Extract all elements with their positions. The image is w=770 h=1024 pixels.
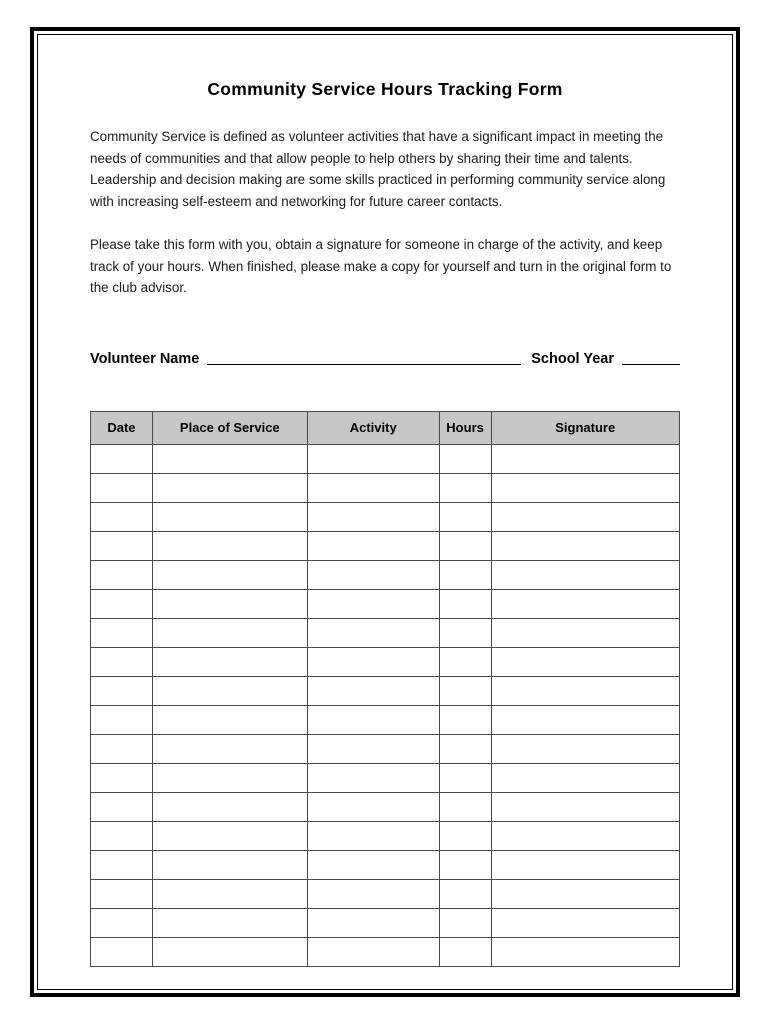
table-header-row: [91, 411, 680, 444]
cell-signature[interactable]: [491, 589, 680, 618]
cell-date[interactable]: [91, 705, 153, 734]
cell-signature[interactable]: [491, 908, 680, 937]
cell-place-of-service[interactable]: [152, 560, 307, 589]
table-row: [91, 560, 680, 589]
table-row: [91, 676, 680, 705]
cell-activity[interactable]: [307, 850, 439, 879]
cell-signature[interactable]: [491, 879, 680, 908]
cell-place-of-service[interactable]: [152, 879, 307, 908]
cell-place-of-service[interactable]: [152, 937, 307, 966]
cell-date[interactable]: [91, 792, 153, 821]
cell-place-of-service[interactable]: [152, 444, 307, 473]
cell-signature[interactable]: [491, 792, 680, 821]
cell-date[interactable]: [91, 821, 153, 850]
cell-date[interactable]: [91, 647, 153, 676]
cell-signature[interactable]: [491, 763, 680, 792]
table-row: [91, 502, 680, 531]
table-row: [91, 937, 680, 966]
cell-hours[interactable]: [439, 676, 491, 705]
cell-hours[interactable]: [439, 763, 491, 792]
cell-activity[interactable]: [307, 763, 439, 792]
cell-place-of-service[interactable]: [152, 473, 307, 502]
cell-date[interactable]: [91, 734, 153, 763]
cell-activity[interactable]: [307, 531, 439, 560]
cell-hours[interactable]: [439, 705, 491, 734]
cell-signature[interactable]: [491, 473, 680, 502]
cell-hours[interactable]: [439, 618, 491, 647]
cell-hours[interactable]: [439, 444, 491, 473]
table-row: [91, 879, 680, 908]
cell-signature[interactable]: [491, 705, 680, 734]
table-row: [91, 763, 680, 792]
cell-hours[interactable]: [439, 647, 491, 676]
table-row: [91, 647, 680, 676]
cell-place-of-service[interactable]: [152, 908, 307, 937]
cell-date[interactable]: [91, 502, 153, 531]
cell-activity[interactable]: [307, 647, 439, 676]
table-row: [91, 792, 680, 821]
school-year-fill-line[interactable]: [622, 349, 680, 365]
cell-hours[interactable]: [439, 850, 491, 879]
table-row: [91, 531, 680, 560]
table-row: [91, 850, 680, 879]
instructions-paragraph: Please take this form with you, obtain a signature for someone in charge of the activity, and keep track of your hours. When finished, please make a copy for yourself and turn in the original form to the club advisor.: [90, 236, 672, 296]
cell-place-of-service[interactable]: [152, 705, 307, 734]
table-row: [91, 473, 680, 502]
table-row: [91, 589, 680, 618]
cell-signature[interactable]: [491, 618, 680, 647]
cell-activity[interactable]: [307, 589, 439, 618]
cell-signature[interactable]: [491, 734, 680, 763]
cell-activity[interactable]: [307, 937, 439, 966]
cell-date[interactable]: [91, 676, 153, 705]
cell-activity[interactable]: [307, 676, 439, 705]
cell-place-of-service[interactable]: [152, 647, 307, 676]
cell-date[interactable]: [91, 850, 153, 879]
page-content: [38, 35, 732, 967]
page-title: Community Service Hours Tracking Form: [207, 79, 563, 99]
cell-hours[interactable]: [439, 821, 491, 850]
table-row: [91, 705, 680, 734]
cell-activity[interactable]: [307, 734, 439, 763]
table-row: [91, 444, 680, 473]
cell-place-of-service[interactable]: [152, 531, 307, 560]
table-row: [91, 618, 680, 647]
cell-place-of-service[interactable]: [152, 676, 307, 705]
cell-date[interactable]: [91, 531, 153, 560]
school-year-label: School Year: [531, 350, 614, 367]
cell-place-of-service[interactable]: [152, 763, 307, 792]
cell-hours[interactable]: [439, 734, 491, 763]
definition-paragraph: Community Service is defined as volunteer activities that have a significant impact in meeting the needs of communities and that allow people to help others by sharing their time and talents. Leadership and decision making are some skills practiced in performing community service along with increasing self-esteem and networking for future career contacts.: [90, 129, 666, 210]
cell-activity[interactable]: [307, 705, 439, 734]
cell-date[interactable]: [91, 908, 153, 937]
cell-hours[interactable]: [439, 502, 491, 531]
cell-activity[interactable]: [307, 792, 439, 821]
page-inner-border: [37, 34, 733, 990]
cell-activity[interactable]: [307, 908, 439, 937]
cell-activity[interactable]: [307, 879, 439, 908]
cell-date[interactable]: [91, 444, 153, 473]
cell-hours[interactable]: [439, 908, 491, 937]
cell-place-of-service[interactable]: [152, 589, 307, 618]
service-hours-table: [90, 411, 680, 967]
cell-hours[interactable]: [439, 589, 491, 618]
cell-signature[interactable]: [491, 850, 680, 879]
page-outer-border: [30, 27, 740, 997]
header-date: Date: [91, 411, 153, 444]
cell-place-of-service[interactable]: [152, 792, 307, 821]
header-hours: Hours: [439, 411, 491, 444]
cell-activity[interactable]: [307, 618, 439, 647]
cell-hours[interactable]: [439, 879, 491, 908]
table-row: [91, 821, 680, 850]
cell-date[interactable]: [91, 763, 153, 792]
cell-signature[interactable]: [491, 502, 680, 531]
name-year-row: [90, 349, 680, 367]
header-place-of-service: Place of Service: [152, 411, 307, 444]
cell-place-of-service[interactable]: [152, 502, 307, 531]
cell-activity[interactable]: [307, 444, 439, 473]
cell-place-of-service[interactable]: [152, 821, 307, 850]
cell-date[interactable]: [91, 879, 153, 908]
header-activity: Activity: [307, 411, 439, 444]
cell-place-of-service[interactable]: [152, 850, 307, 879]
cell-date[interactable]: [91, 560, 153, 589]
cell-signature[interactable]: [491, 821, 680, 850]
cell-hours[interactable]: [439, 937, 491, 966]
cell-date[interactable]: [91, 618, 153, 647]
cell-place-of-service[interactable]: [152, 734, 307, 763]
cell-activity[interactable]: [307, 502, 439, 531]
cell-signature[interactable]: [491, 444, 680, 473]
cell-signature[interactable]: [491, 647, 680, 676]
cell-place-of-service[interactable]: [152, 618, 307, 647]
cell-activity[interactable]: [307, 560, 439, 589]
cell-signature[interactable]: [491, 560, 680, 589]
cell-date[interactable]: [91, 473, 153, 502]
cell-date[interactable]: [91, 589, 153, 618]
cell-date[interactable]: [91, 937, 153, 966]
cell-hours[interactable]: [439, 531, 491, 560]
header-signature: Signature: [491, 411, 680, 444]
cell-signature[interactable]: [491, 676, 680, 705]
cell-signature[interactable]: [491, 937, 680, 966]
cell-hours[interactable]: [439, 473, 491, 502]
cell-activity[interactable]: [307, 473, 439, 502]
cell-activity[interactable]: [307, 821, 439, 850]
cell-hours[interactable]: [439, 560, 491, 589]
volunteer-name-fill-line[interactable]: [207, 349, 521, 365]
table-row: [91, 734, 680, 763]
table-row: [91, 908, 680, 937]
cell-signature[interactable]: [491, 531, 680, 560]
volunteer-name-label: Volunteer Name: [90, 350, 200, 367]
cell-hours[interactable]: [439, 792, 491, 821]
